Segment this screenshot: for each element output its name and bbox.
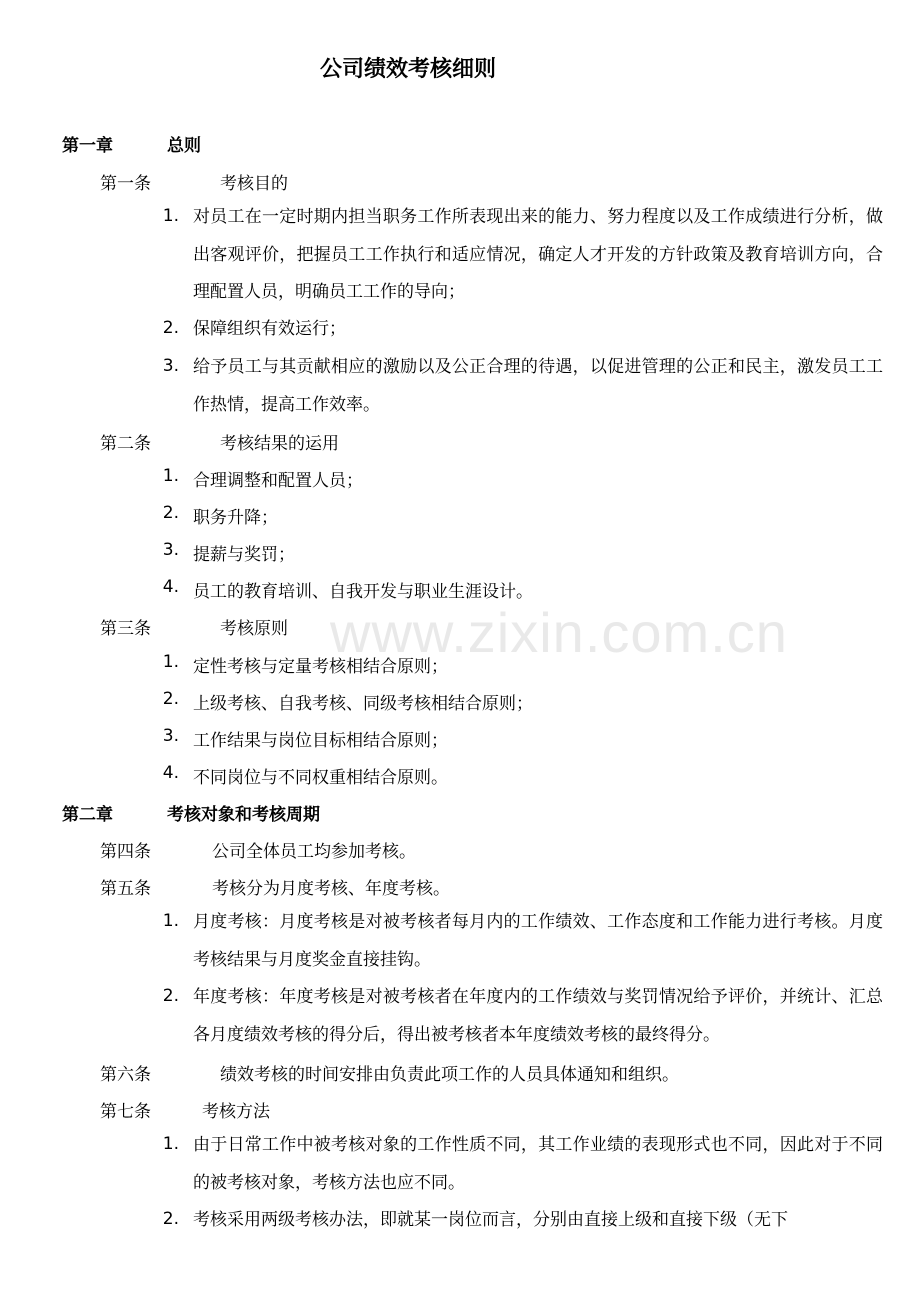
article-6-text: 绩效考核的时间安排由负责此项工作的人员具体通知和组织。 bbox=[220, 1065, 679, 1085]
article-2-label: 第二条 bbox=[100, 434, 151, 454]
article-1-item-1: 对员工在一定时期内担当职务工作所表现出来的能力、努力程度以及工作成绩进行分析，做出客观评价，把握员工工作执行和适应情况，确定人才开发的方针政策及教育培训方向，合理配置人员，明确员工工作的导向； bbox=[193, 207, 883, 302]
item-number: 2. bbox=[162, 503, 179, 523]
chapter-1-title: 总则 bbox=[167, 136, 201, 156]
article-6-label: 第六条 bbox=[100, 1065, 151, 1085]
article-4-label: 第四条 bbox=[100, 842, 151, 862]
article-7-item-2: 考核采用两级考核办法，即就某一岗位而言，分别由直接上级和直接下级（无下 bbox=[193, 1210, 788, 1230]
article-3-label: 第三条 bbox=[100, 619, 151, 639]
article-3-title: 考核原则 bbox=[220, 619, 288, 639]
item-number: 3. bbox=[162, 540, 179, 560]
chapter-1-label: 第一章 bbox=[62, 136, 113, 156]
item-number: 1. bbox=[162, 652, 179, 672]
article-7-label: 第七条 bbox=[100, 1102, 151, 1122]
item-number: 2. bbox=[162, 689, 179, 709]
article-7-title: 考核方法 bbox=[202, 1102, 270, 1122]
article-2-item-2: 职务升降； bbox=[193, 508, 278, 528]
article-3-item-2: 上级考核、自我考核、同级考核相结合原则； bbox=[193, 694, 533, 714]
article-3-item-4: 不同岗位与不同权重相结合原则。 bbox=[193, 768, 448, 788]
article-5-text: 考核分为月度考核、年度考核。 bbox=[212, 879, 450, 899]
item-number: 3. bbox=[162, 356, 179, 376]
article-1-label: 第一条 bbox=[100, 174, 151, 194]
item-number: 1. bbox=[162, 1134, 179, 1154]
item-number: 1. bbox=[162, 911, 179, 931]
article-5-item-2: 年度考核：年度考核是对被考核者在年度内的工作绩效与奖罚情况给予评价，并统计、汇总各月度绩效考核的得分后，得出被考核者本年度绩效考核的最终得分。 bbox=[193, 987, 883, 1045]
article-2-item-3: 提薪与奖罚； bbox=[193, 545, 295, 565]
article-3-item-1: 定性考核与定量考核相结合原则； bbox=[193, 657, 448, 677]
document-title: 公司绩效考核细则 bbox=[319, 57, 496, 82]
item-number: 3. bbox=[162, 726, 179, 746]
item-number: 4. bbox=[162, 763, 179, 783]
watermark: www.zixin.com.cn bbox=[330, 601, 788, 664]
article-2-item-4: 员工的教育培训、自我开发与职业生涯设计。 bbox=[193, 582, 533, 602]
chapter-2-label: 第二章 bbox=[62, 805, 113, 825]
article-7-item-1: 由于日常工作中被考核对象的工作性质不同，其工作业绩的表现形式也不同，因此对于不同的被考核对象，考核方法也应不同。 bbox=[193, 1135, 883, 1193]
article-3-item-3: 工作结果与岗位目标相结合原则； bbox=[193, 731, 448, 751]
article-5-item-1: 月度考核：月度考核是对被考核者每月内的工作绩效、工作态度和工作能力进行考核。月度考核结果与月度奖金直接挂钩。 bbox=[193, 912, 883, 970]
item-number: 2. bbox=[162, 318, 179, 338]
item-number: 1. bbox=[162, 206, 179, 226]
article-5-label: 第五条 bbox=[100, 879, 151, 899]
item-number: 2. bbox=[162, 986, 179, 1006]
article-1-item-3: 给予员工与其贡献相应的激励以及公正合理的待遇，以促进管理的公正和民主，激发员工工作热情，提高工作效率。 bbox=[193, 357, 883, 415]
article-1-item-2: 保障组织有效运行； bbox=[193, 319, 346, 339]
chapter-2-title: 考核对象和考核周期 bbox=[167, 805, 320, 825]
article-4-text: 公司全体员工均参加考核。 bbox=[212, 842, 416, 862]
article-2-title: 考核结果的运用 bbox=[220, 434, 339, 454]
item-number: 1. bbox=[162, 466, 179, 486]
article-2-item-1: 合理调整和配置人员； bbox=[193, 471, 363, 491]
item-number: 2. bbox=[162, 1209, 179, 1229]
article-1-title: 考核目的 bbox=[220, 174, 288, 194]
item-number: 4. bbox=[162, 577, 179, 597]
